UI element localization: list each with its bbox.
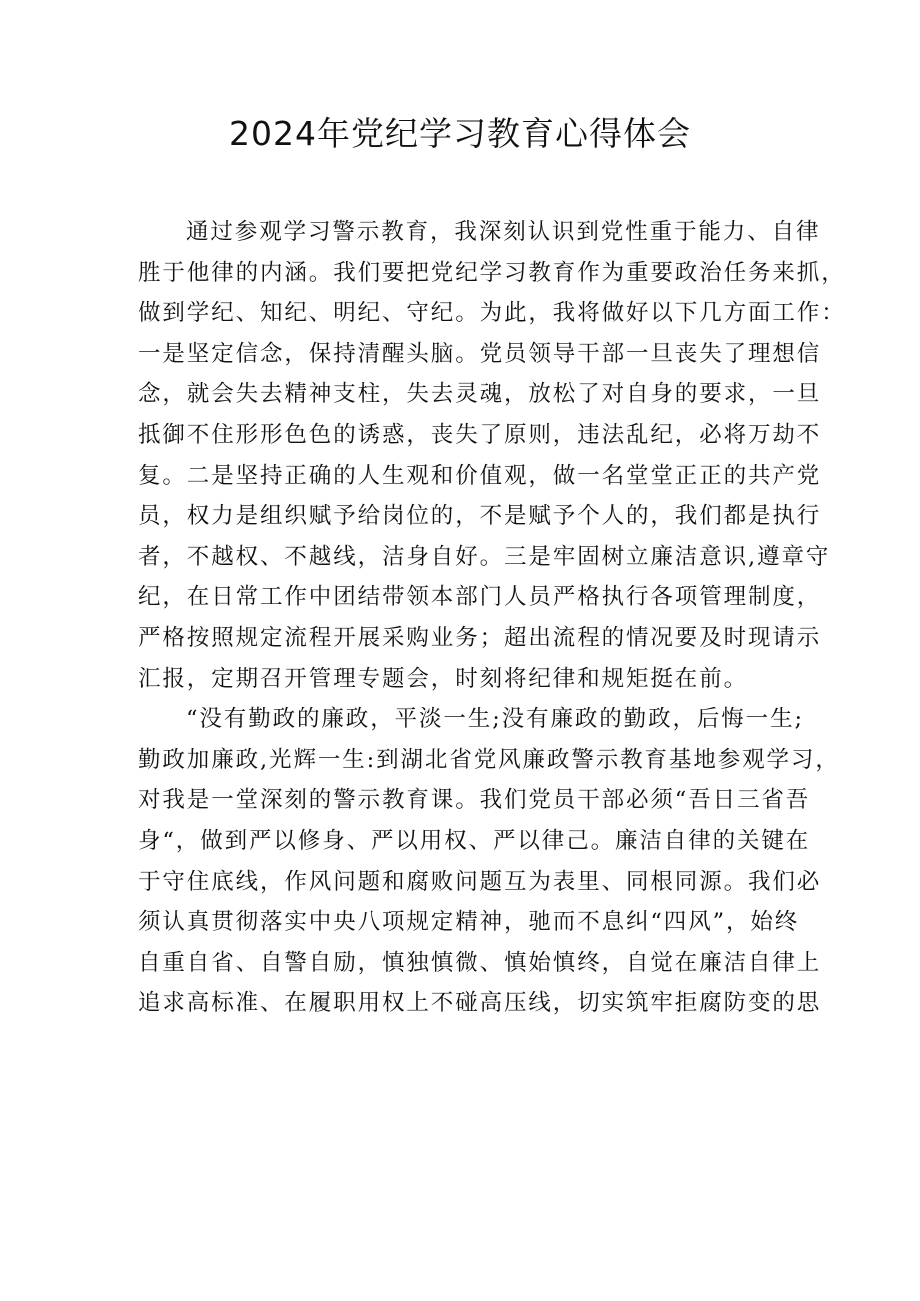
text-line: 复。二是坚持正确的人生观和价值观，做一名堂堂正正的共产党 bbox=[138, 462, 822, 489]
document-title: 2024年党纪学习教育心得体会 bbox=[229, 114, 691, 153]
text-line: 通过参观学习警示教育，我深刻认识到党性重于能力、自律 bbox=[186, 219, 821, 245]
text-line: 一是坚定信念，保持清醒头脑。党员领导干部一旦丧失了理想信 bbox=[138, 340, 822, 367]
text-line: 须认真贯彻落实中央八项规定精神，驰而不息纠“四风”，始终 bbox=[138, 909, 800, 936]
document-body bbox=[138, 212, 846, 1024]
text-line: “没有勤政的廉政，平淡一生;没有廉政的勤政，后悔一生; bbox=[186, 706, 804, 733]
text-line: 追求高标准、在履职用权上不碰高压线，切实筑牢拒腐防变的思 bbox=[138, 990, 822, 1017]
text-line: 汇报，定期召开管理专题会，时刻将纪律和规矩挺在前。 bbox=[138, 665, 749, 692]
text-line: 纪，在日常工作中团结带领本部门人员严格执行各项管理制度， bbox=[138, 584, 822, 611]
text-line: 自重自省、自警自励，慎独慎微、慎始慎终，自觉在廉洁自律上 bbox=[138, 949, 822, 976]
text-line: 于守住底线，作风问题和腐败问题互为表里、同根同源。我们必 bbox=[138, 868, 822, 895]
text-line: 员，权力是组织赋予给岗位的，不是赋予个人的，我们都是执行 bbox=[138, 503, 822, 530]
text-line: 者，不越权、不越线，洁身自好。三是牢固树立廉洁意识,遵章守 bbox=[138, 543, 831, 570]
text-line: 对我是一堂深刻的警示教育课。我们党员干部必须“吾日三省吾 bbox=[138, 787, 811, 814]
text-line: 做到学纪、知纪、明纪、守纪。为此，我将做好以下几方面工作： bbox=[138, 300, 846, 327]
text-line: 严格按照规定流程开展采购业务；超出流程的情况要及时现请示 bbox=[138, 624, 822, 651]
text-line: 胜于他律的内涵。我们要把党纪学习教育作为重要政治任务来抓， bbox=[138, 259, 846, 286]
text-line: 勤政加廉政,光辉一生:到湖北省党风廉政警示教育基地参观学习， bbox=[138, 746, 840, 773]
text-line: 抵御不住形形色色的诱惑，丧失了原则，违法乱纪，必将万劫不 bbox=[138, 421, 822, 448]
text-line: 念，就会失去精神支柱，失去灵魂，放松了对自身的要求，一旦 bbox=[138, 381, 822, 408]
text-line: 身“，做到严以修身、严以用权、严以律己。廉洁自律的关键在 bbox=[138, 827, 811, 854]
